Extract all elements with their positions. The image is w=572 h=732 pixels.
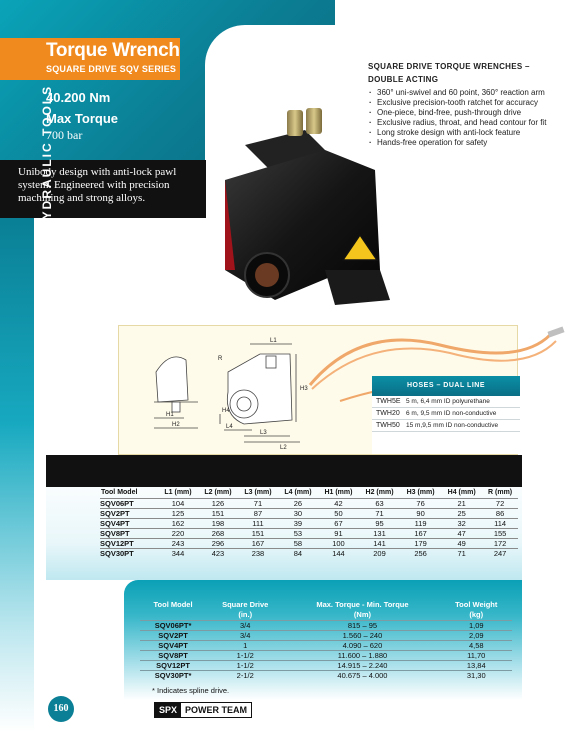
feature-item: · Exclusive radius, throat, and head contour for fit <box>369 118 564 128</box>
column-unit: (kg) <box>469 610 484 619</box>
diagram-label-h4: H4 <box>222 408 230 414</box>
table-cell: 126 <box>211 498 225 508</box>
table-row <box>140 641 512 651</box>
table-cell: 256 <box>414 548 427 558</box>
table-cell: 47 <box>457 528 466 538</box>
table-cell: 42 <box>334 498 343 508</box>
hoses-table <box>372 376 520 454</box>
table-cell: 30 <box>293 508 303 518</box>
table-cell: 40.675 – 4.000 <box>337 671 388 680</box>
dimensions-header-bar <box>46 455 522 487</box>
table-cell: 13,84 <box>466 661 486 670</box>
table-cell: 2-1/2 <box>236 671 254 680</box>
table-cell: 67 <box>334 518 343 528</box>
table-cell: 209 <box>373 548 386 558</box>
table-cell: 90 <box>416 508 425 518</box>
table-cell: 25 <box>457 508 466 518</box>
diagram-label-l3: L3 <box>260 430 267 436</box>
table-cell: 32 <box>457 518 466 528</box>
table-cell: 2,09 <box>468 631 484 640</box>
hoses-table-title: HOSES – DUAL LINE <box>372 376 520 396</box>
table-row <box>140 631 512 641</box>
table-row <box>100 518 518 528</box>
hose-desc: 15 m,9,5 mm ID non-conductive <box>406 422 499 429</box>
column-header: L3 (mm) <box>244 488 272 496</box>
table-cell: 87 <box>253 508 263 518</box>
feature-item: · 360° uni-swivel and 60 point, 360° reaction arm <box>369 88 564 98</box>
column-header: L1 (mm) <box>164 488 192 496</box>
column-header: H1 (mm) <box>324 488 353 496</box>
torque-header-units-row <box>140 610 512 621</box>
table-cell: 71 <box>457 548 466 558</box>
brand-logo-power-team: POWER TEAM <box>181 703 251 717</box>
table-cell: 91 <box>334 528 343 538</box>
description-text: Unibody design with anti-lock pawl system. Engineered with precision machining and strong alloys. <box>18 166 177 204</box>
max-torque-label: Max Torque <box>46 111 118 126</box>
dimensions-table <box>100 487 518 558</box>
tool-model-cell: SQV2PT <box>100 508 130 518</box>
feature-item: · One-piece, bind-free, push-through drive <box>369 108 564 118</box>
table-cell: 50 <box>334 508 343 518</box>
table-cell: 243 <box>171 538 185 548</box>
table-cell: 1-1/2 <box>236 661 254 670</box>
table-cell: 179 <box>414 538 427 548</box>
dimensions-header-row <box>100 487 518 498</box>
table-cell: 71 <box>375 508 384 518</box>
torque-wrench-photo <box>205 100 405 320</box>
table-cell: 423 <box>211 548 225 558</box>
table-cell: 4,58 <box>468 641 484 650</box>
table-cell: 162 <box>171 518 185 528</box>
torque-header-row <box>140 600 512 610</box>
table-cell: 63 <box>375 498 384 508</box>
table-row <box>140 651 512 661</box>
column-header: Tool Model <box>153 600 193 609</box>
hoses-row <box>372 408 520 420</box>
features-title: SQUARE DRIVE TORQUE WRENCHES – DOUBLE ACTING <box>368 62 530 84</box>
table-cell: 1 <box>243 641 248 650</box>
table-cell: 119 <box>414 518 427 528</box>
table-row <box>140 661 512 671</box>
table-cell: 1.560 – 240 <box>342 631 383 640</box>
table-cell: 4.090 – 620 <box>342 641 383 650</box>
table-cell: 11.600 – 1.880 <box>337 651 388 660</box>
column-header: R (mm) <box>488 488 513 496</box>
tool-model-cell: SQV8PT <box>100 528 130 538</box>
column-header: Square Drive <box>222 600 269 609</box>
table-row <box>140 671 512 681</box>
table-row <box>100 508 518 518</box>
table-cell: 11,70 <box>467 651 486 660</box>
tool-model-cell: SQV12PT <box>156 661 190 670</box>
column-unit <box>140 610 206 621</box>
table-cell: 95 <box>375 518 384 528</box>
hose-model: TWH5E <box>376 398 401 405</box>
table-row <box>140 621 512 631</box>
table-cell: 49 <box>457 538 466 548</box>
column-header: Tool Model <box>101 488 138 496</box>
table-cell: 84 <box>293 548 303 558</box>
tool-model-cell: SQV8PT <box>158 651 188 660</box>
table-cell: 151 <box>251 528 265 538</box>
table-cell: 114 <box>494 518 507 528</box>
table-cell: 155 <box>493 528 507 538</box>
column-unit: (in.) <box>238 610 253 619</box>
table-cell: 53 <box>293 528 303 538</box>
diagram-label-h1: H1 <box>166 412 174 418</box>
table-cell: 238 <box>251 548 265 558</box>
column-header: L2 (mm) <box>204 488 232 496</box>
table-cell: 167 <box>251 538 265 548</box>
hose-desc: 5 m, 6,4 mm ID polyurethane <box>406 398 490 405</box>
hoses-row <box>372 396 520 408</box>
tool-model-cell: SQV30PT* <box>154 671 192 680</box>
table-cell: 815 – 95 <box>347 621 378 630</box>
table-cell: 26 <box>293 498 303 508</box>
table-cell: 151 <box>211 508 225 518</box>
diagram-label-l1: L1 <box>270 338 277 344</box>
table-cell: 3/4 <box>240 621 251 630</box>
tool-model-cell: SQV4PT <box>100 518 130 528</box>
table-cell: 3/4 <box>240 631 251 640</box>
hoses-row <box>372 420 520 432</box>
brand-logo-spx: SPX <box>155 703 181 717</box>
diagram-label-r: R <box>218 356 223 362</box>
hose-desc: 6 m, 9,5 mm ID non-conductive <box>406 410 497 417</box>
column-unit: (Nm) <box>353 610 371 619</box>
tool-model-cell: SQV4PT <box>158 641 188 650</box>
table-cell: 104 <box>171 498 185 508</box>
table-cell: 21 <box>457 498 466 508</box>
table-row <box>100 548 518 558</box>
tool-model-cell: SQV12PT <box>100 538 134 548</box>
table-cell: 268 <box>211 528 225 538</box>
table-cell: 76 <box>416 498 425 508</box>
table-cell: 198 <box>211 518 225 528</box>
column-header: Max. Torque - Min. Torque <box>316 600 409 609</box>
table-cell: 220 <box>171 528 185 538</box>
pressure-rating: 700 bar <box>46 128 83 142</box>
hose-model: TWH20 <box>376 410 400 417</box>
table-cell: 1-1/2 <box>236 651 254 660</box>
table-row <box>100 538 518 548</box>
tool-model-cell: SQV06PT <box>100 498 134 508</box>
hose-model: TWH50 <box>376 422 400 429</box>
tool-model-cell: SQV2PT <box>158 631 188 640</box>
page-title: Torque Wrench <box>46 40 180 61</box>
tool-model-cell: SQV06PT* <box>154 621 192 630</box>
table-cell: 144 <box>332 548 345 558</box>
table-cell: 1,09 <box>468 621 484 630</box>
table-cell: 111 <box>252 518 264 528</box>
column-header: L4 (mm) <box>284 488 312 496</box>
table-cell: 296 <box>211 538 225 548</box>
spline-footnote: * Indicates spline drive. <box>152 686 230 695</box>
side-category-label: HYDRAULIC TOOLS <box>40 84 54 230</box>
diagram-label-h2: H2 <box>172 422 180 428</box>
table-cell: 172 <box>493 538 507 548</box>
table-row <box>100 498 518 508</box>
table-cell: 131 <box>373 528 386 538</box>
feature-item: · Long stroke design with anti-lock feature <box>369 128 564 138</box>
brand-logo <box>154 702 252 718</box>
side-strip <box>0 218 34 732</box>
table-cell: 141 <box>373 538 386 548</box>
table-cell: 39 <box>293 518 303 528</box>
diagram-label-l2: L2 <box>280 445 287 450</box>
diagram-label-h3: H3 <box>300 386 308 392</box>
tool-model-cell: SQV30PT <box>100 548 134 558</box>
table-cell: 247 <box>493 548 507 558</box>
table-row <box>100 528 518 538</box>
column-header: H4 (mm) <box>447 488 476 496</box>
table-cell: 167 <box>414 528 427 538</box>
table-cell: 100 <box>332 538 345 548</box>
table-cell: 58 <box>293 538 303 548</box>
table-cell: 71 <box>253 498 263 508</box>
column-header: Tool Weight <box>455 600 498 609</box>
feature-item: · Exclusive precision-tooth ratchet for accuracy <box>369 98 564 108</box>
torque-table <box>140 600 512 680</box>
column-header: H3 (mm) <box>406 488 435 496</box>
table-cell: 344 <box>171 548 185 558</box>
column-header: H2 (mm) <box>365 488 394 496</box>
table-cell: 72 <box>495 498 505 508</box>
table-cell: 14.915 – 2.240 <box>337 661 388 670</box>
table-cell: 86 <box>495 508 505 518</box>
diagram-label-l4: L4 <box>226 424 233 430</box>
page-number: 160 <box>48 696 74 722</box>
page-subtitle: SQUARE DRIVE SQV SERIES <box>46 64 177 74</box>
table-cell: 31,30 <box>466 671 486 680</box>
max-torque-value: 40.200 Nm <box>46 90 111 105</box>
table-cell: 125 <box>171 508 185 518</box>
feature-item: · Hands-free operation for safety <box>369 138 564 148</box>
